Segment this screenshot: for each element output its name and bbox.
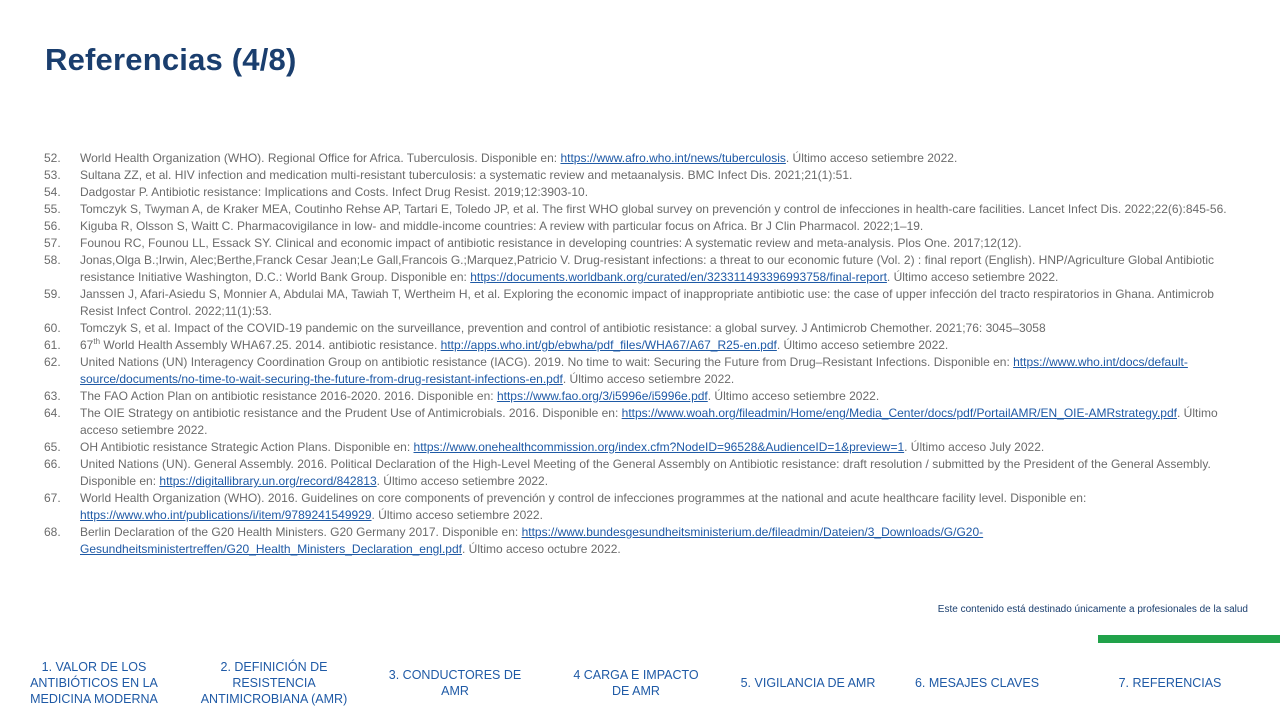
reference-text [80,354,1244,388]
reference-text-segment: The FAO Action Plan on antibiotic resistance 2016-2020. 2016. Disponible en: [80,389,497,403]
reference-text [80,235,1244,252]
reference-text-segment: World Health Assembly WHA67.25. 2014. antibiotic resistance. [100,338,441,352]
reference-link[interactable]: https://www.who.int/publications/i/item/9789241549929 [80,508,372,522]
nav-item-label [389,667,521,699]
reference-text-segment: United Nations (UN) Interagency Coordination Group on antibiotic resistance (IACG). 2019. No time to wait: Securing the Future from Drug–Resistant Infections. Disponible en: [80,355,1014,369]
nav-item-6[interactable] [894,650,1060,716]
reference-text-segment: OH Antibiotic resistance Strategic Action Plans. Disponible en: [80,440,414,454]
reference-number: 65. [44,440,61,454]
nav-item-2[interactable] [188,650,360,716]
reference-number: 57. [44,236,61,250]
reference-text [80,252,1244,286]
reference-number: 60. [44,321,61,335]
reference-text [80,439,1244,456]
reference-text [80,286,1244,320]
nav-label-line: 1. VALOR DE LOS [41,660,147,674]
reference-number: 54. [44,185,61,199]
reference-text-segment: . Último acceso setiembre 2022. [80,406,1218,437]
reference-text [80,150,1244,167]
nav-item-label [741,675,876,691]
nav-item-label [1119,675,1222,691]
nav-label-line: DE AMR [612,684,660,698]
nav-item-7[interactable] [1060,650,1280,716]
reference-link[interactable]: https://www.woah.org/fileadmin/Home/eng/Media_Center/docs/pdf/PortailAMR/EN_OIE-AMRstrategy.pdf [621,406,1177,420]
reference-number: 55. [44,202,61,216]
reference-text [80,167,1244,184]
reference-item [44,201,1244,218]
reference-text [80,456,1244,490]
nav-label-line: 7. REFERENCIAS [1118,676,1222,690]
ordinal-suffix: th [93,337,101,346]
nav-label-line: ANTIBIÓTICOS EN LA [30,676,158,690]
reference-link[interactable]: https://documents.worldbank.org/curated/en/323311493396993758/final-report [470,270,887,284]
active-section-bar [1098,635,1280,643]
nav-label-line: 6. MESAJES CLAVES [914,676,1040,690]
reference-item [44,252,1244,286]
reference-text-segment: World Health Organization (WHO). Regional Office for Africa. Tuberculosis. Disponible en: [80,151,561,165]
reference-number: 62. [44,355,61,369]
reference-text-segment: The OIE Strategy on antibiotic resistance and the Prudent Use of Antimicrobials. 2016. Disponible en: [80,406,622,420]
reference-item [44,337,1244,354]
reference-number: 53. [44,168,61,182]
reference-item [44,184,1244,201]
reference-number: 63. [44,389,61,403]
nav-item-4[interactable] [550,650,722,716]
reference-text-segment: . Último acceso setiembre 2022. [776,338,949,352]
nav-label-line: 5. VIGILANCIA DE AMR [740,676,876,690]
nav-label-line: MEDICINA MODERNA [30,692,158,706]
reference-item [44,524,1244,558]
reference-item [44,286,1244,320]
nav-item-5[interactable] [722,650,894,716]
reference-text-segment: Berlin Declaration of the G20 Health Ministers. G20 Germany 2017. Disponible en: [80,525,522,539]
reference-number: 64. [44,406,61,420]
reference-item [44,456,1244,490]
reference-text [80,524,1244,558]
nav-item-1[interactable] [0,650,188,716]
nav-label-line: 4 CARGA E IMPACTO [573,668,699,682]
reference-text-segment: . Último acceso setiembre 2022. [371,508,543,522]
nav-item-3[interactable] [360,650,550,716]
reference-item [44,235,1244,252]
nav-item-label [573,667,698,699]
reference-text [80,405,1244,439]
section-nav [0,650,1280,716]
reference-text-segment: Tomczyk S, Twyman A, de Kraker MEA, Coutinho Rehse AP, Tartari E, Toledo JP, et al. The first WHO global survey on prevención y control de infecciones in health-care facilities. Lancet Infect Dis. 2022;22(6):845-56. [80,202,1227,216]
nav-item-label [915,675,1039,691]
reference-text-segment: Kiguba R, Olsson S, Waitt C. Pharmacovigilance in low- and middle-income countries: A review with particular focus on Africa. Br J Clin Pharmacol. 2022;1–19. [80,219,924,233]
reference-link[interactable]: https://www.bundesgesundheitsministerium.de/fileadmin/Dateien/3_Downloads/G/G20-Gesundheitsministertreffen/G20_Health_Ministers_Declaration_engl.pdf [80,525,984,556]
reference-link[interactable]: http://apps.who.int/gb/ebwha/pdf_files/WHA67/A67_R25-en.pdf [440,338,777,352]
reference-number: 59. [44,287,61,301]
nav-label-line: 2. DEFINICIÓN DE [220,660,328,674]
nav-item-label [201,659,348,707]
reference-text [80,337,1244,354]
reference-number: 67. [44,491,61,505]
reference-text-segment: . Último acceso setiembre 2022. [707,389,880,403]
nav-label-line: AMR [441,684,469,698]
reference-link[interactable]: https://www.fao.org/3/i5996e/i5996e.pdf [496,389,708,403]
reference-link[interactable]: https://www.afro.who.int/news/tuberculosis [560,151,786,165]
reference-item [44,354,1244,388]
reference-text-segment: Jonas,Olga B.;Irwin, Alec;Berthe,Franck Cesar Jean;Le Gall,Francois G.;Marquez,Patricio V. Drug-resistant infections: a threat to our economic future (Vol. 2) : final report (English). HNP/Agriculture Global Antibiotic resistance Initiative Washington, D.C.: World Bank Group. Disponible en: [80,253,1215,284]
reference-number: 68. [44,525,61,539]
reference-item [44,167,1244,184]
reference-link[interactable]: https://www.who.int/docs/default-source/documents/no-time-to-wait-securing-the-future-from-drug-resistant-infections-en.pdf [80,355,1188,386]
reference-text-segment: United Nations (UN). General Assembly. 2016. Political Declaration of the High-Level Meeting of the General Assembly on Antibiotic resistance: draft resolution / submitted by the President of the General Assembly. Disponible en: [80,457,1211,488]
reference-text-segment: 67 [80,338,94,352]
nav-item-label [30,659,158,707]
reference-item [44,490,1244,524]
reference-text-segment: Janssen J, Afari-Asiedu S, Monnier A, Abdulai MA, Tawiah T, Wertheim H, et al. Exploring the economic impact of inappropriate antibiotic use: the case of upper infección del tracto respiratorios in Ghana. Antimicrob Resist Infect Control. 2022;11(1):53. [80,287,1214,318]
page-title: Referencias (4/8) [45,42,297,77]
reference-item [44,439,1244,456]
reference-text-segment: . Último acceso July 2022. [904,440,1045,454]
reference-text [80,490,1244,524]
reference-text-segment: Tomczyk S, et al. Impact of the COVID-19 pandemic on the surveillance, prevention and control of antibiotic resistance: a global survey. J Antimicrob Chemother. 2021;76: 3045–3058 [80,321,1046,335]
reference-number: 61. [44,338,61,352]
reference-text [80,184,1244,201]
reference-number: 56. [44,219,61,233]
reference-text-segment: World Health Organization (WHO). 2016. Guidelines on core components of prevención y control de infecciones programmes at the national and acute healthcare facility level. Disponible en: [80,491,1087,505]
reference-number: 58. [44,253,61,267]
reference-item [44,150,1244,167]
reference-text [80,218,1244,235]
reference-item [44,320,1244,337]
reference-text-segment: . Último acceso setiembre 2022. [376,474,549,488]
reference-text-segment: Sultana ZZ, et al. HIV infection and medication multi-resistant tuberculosis: a systematic review and metaanalysis. BMC Infect Dis. 2021;21(1):51. [80,168,853,182]
reference-item [44,218,1244,235]
reference-text [80,320,1244,337]
reference-item [44,405,1244,439]
reference-text-segment: . Último acceso setiembre 2022. [886,270,1059,284]
disclaimer: Este contenido está destinado únicamente a profesionales de la salud [937,604,1248,615]
reference-link[interactable]: https://www.onehealthcommission.org/index.cfm?NodeID=96528&AudienceID=1&preview=1 [413,440,905,454]
references-list [44,150,1244,558]
nav-label-line: RESISTENCIA [232,676,316,690]
nav-label-line: ANTIMICROBIANA (AMR) [200,692,348,706]
reference-link[interactable]: https://digitallibrary.un.org/record/842813 [159,474,377,488]
reference-text-segment: Dadgostar P. Antibiotic resistance: Implications and Costs. Infect Drug Resist. 2019;12:3903-10. [80,185,589,199]
reference-text-segment: . Último acceso octubre 2022. [462,542,621,556]
reference-text-segment: . Último acceso setiembre 2022. [785,151,958,165]
reference-item [44,388,1244,405]
reference-number: 52. [44,151,61,165]
reference-text [80,388,1244,405]
reference-text-segment: Founou RC, Founou LL, Essack SY. Clinical and economic impact of antibiotic resistance in developing countries: A systematic review and meta-analysis. Plos One. 2017;12(12). [80,236,1022,250]
reference-number: 66. [44,457,61,471]
nav-label-line: 3. CONDUCTORES DE [388,668,522,682]
reference-text [80,201,1244,218]
reference-text-segment: . Último acceso setiembre 2022. [562,372,735,386]
